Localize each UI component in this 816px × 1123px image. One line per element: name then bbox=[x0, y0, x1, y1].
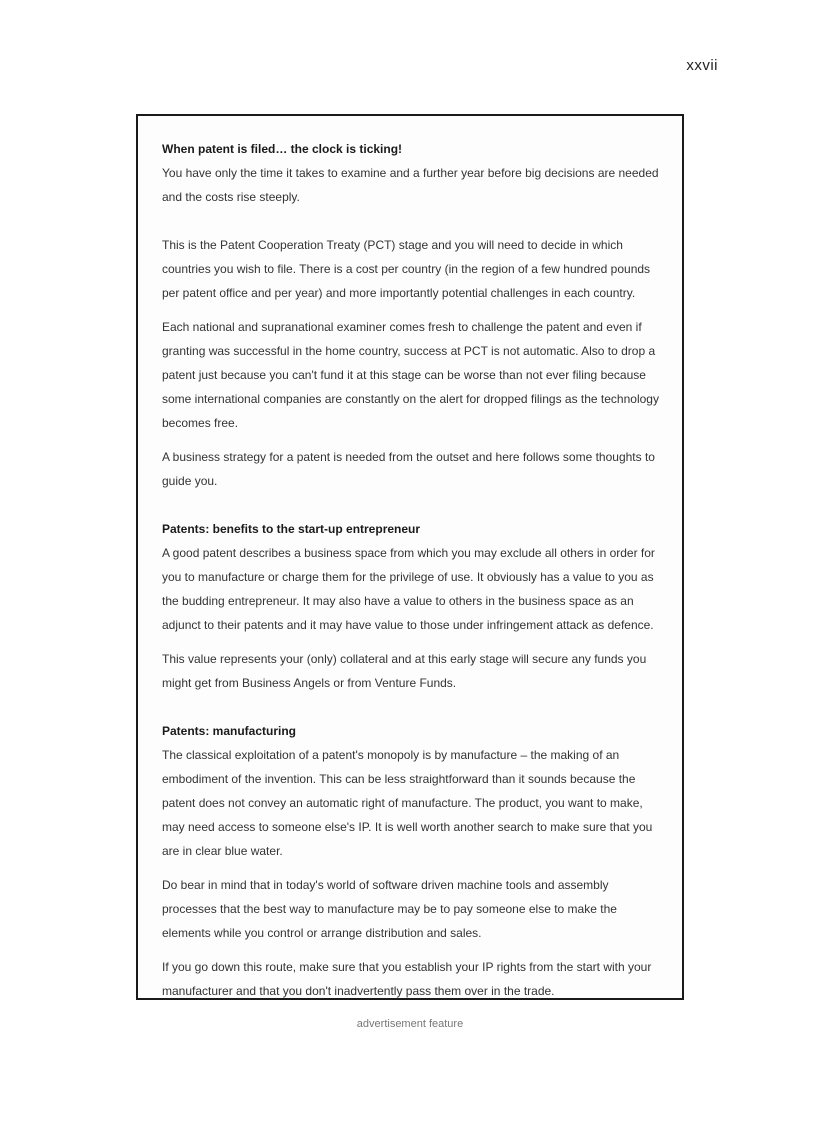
advertisement-feature-box bbox=[136, 114, 684, 1000]
paragraph: This value represents your (only) collateral and at this early stage will secure any funds you might get from Business Angels or from Venture Funds. bbox=[162, 652, 647, 690]
section-spacer bbox=[162, 493, 660, 517]
paragraph: A good patent describes a business space from which you may exclude all others in order for you to manufacture or charge them for the privilege of use. It obviously has a value to you as the budding entrepreneur. It may also have a value to others in the business space as an adjunct to their patents and it may have value to those under infringement attack as defence. bbox=[162, 546, 655, 632]
section-start-up-benefits bbox=[162, 517, 660, 695]
page-number: xxvii bbox=[686, 57, 718, 74]
paragraph: You have only the time it takes to examine and a further year before big decisions are needed and the costs rise steeply. bbox=[162, 166, 659, 204]
section-manufacturing bbox=[162, 719, 660, 1003]
paragraph: Do bear in mind that in today's world of software driven machine tools and assembly processes that the best way to manufacture may be to pay someone else to make the elements while you control or arrange distribution and sales. bbox=[162, 878, 617, 940]
paragraph: A business strategy for a patent is needed from the outset and here follows some thoughts to guide you. bbox=[162, 450, 655, 488]
paragraph: The classical exploitation of a patent's monopoly is by manufacture – the making of an embodiment of the invention. This can be less straightforward than it sounds because the patent does not convey an automatic right of manufacture. The product, you want to make, may need access to someone else's IP. It is well worth another search to make sure that you are in clear blue water. bbox=[162, 748, 653, 858]
paragraph: This is the Patent Cooperation Treaty (PCT) stage and you will need to decide in which countries you wish to file. There is a cost per country (in the region of a few hundred pounds per patent office and per year) and more importantly potential challenges in each country. bbox=[162, 238, 651, 300]
section-heading: Patents: manufacturing bbox=[162, 724, 297, 738]
section-clock-ticking bbox=[162, 137, 660, 493]
section-heading: Patents: benefits to the start-up entrepreneur bbox=[162, 522, 421, 536]
section-spacer bbox=[162, 695, 660, 719]
paragraph: Each national and supranational examiner comes fresh to challenge the patent and even if granting was successful in the home country, success at PCT is not automatic. Also to drop a patent just because you can't fund it at this stage can be worse than not ever filing because some international companies are constantly on the alert for dropped filings as the technology becomes free. bbox=[162, 320, 659, 430]
paragraph: If you go down this route, make sure that you establish your IP rights from the start with your manufacturer and that you don't inadvertently pass them over in the trade. bbox=[162, 960, 652, 998]
footer-label: advertisement feature bbox=[356, 1018, 464, 1030]
section-heading: When patent is filed… the clock is ticking! bbox=[162, 142, 403, 156]
